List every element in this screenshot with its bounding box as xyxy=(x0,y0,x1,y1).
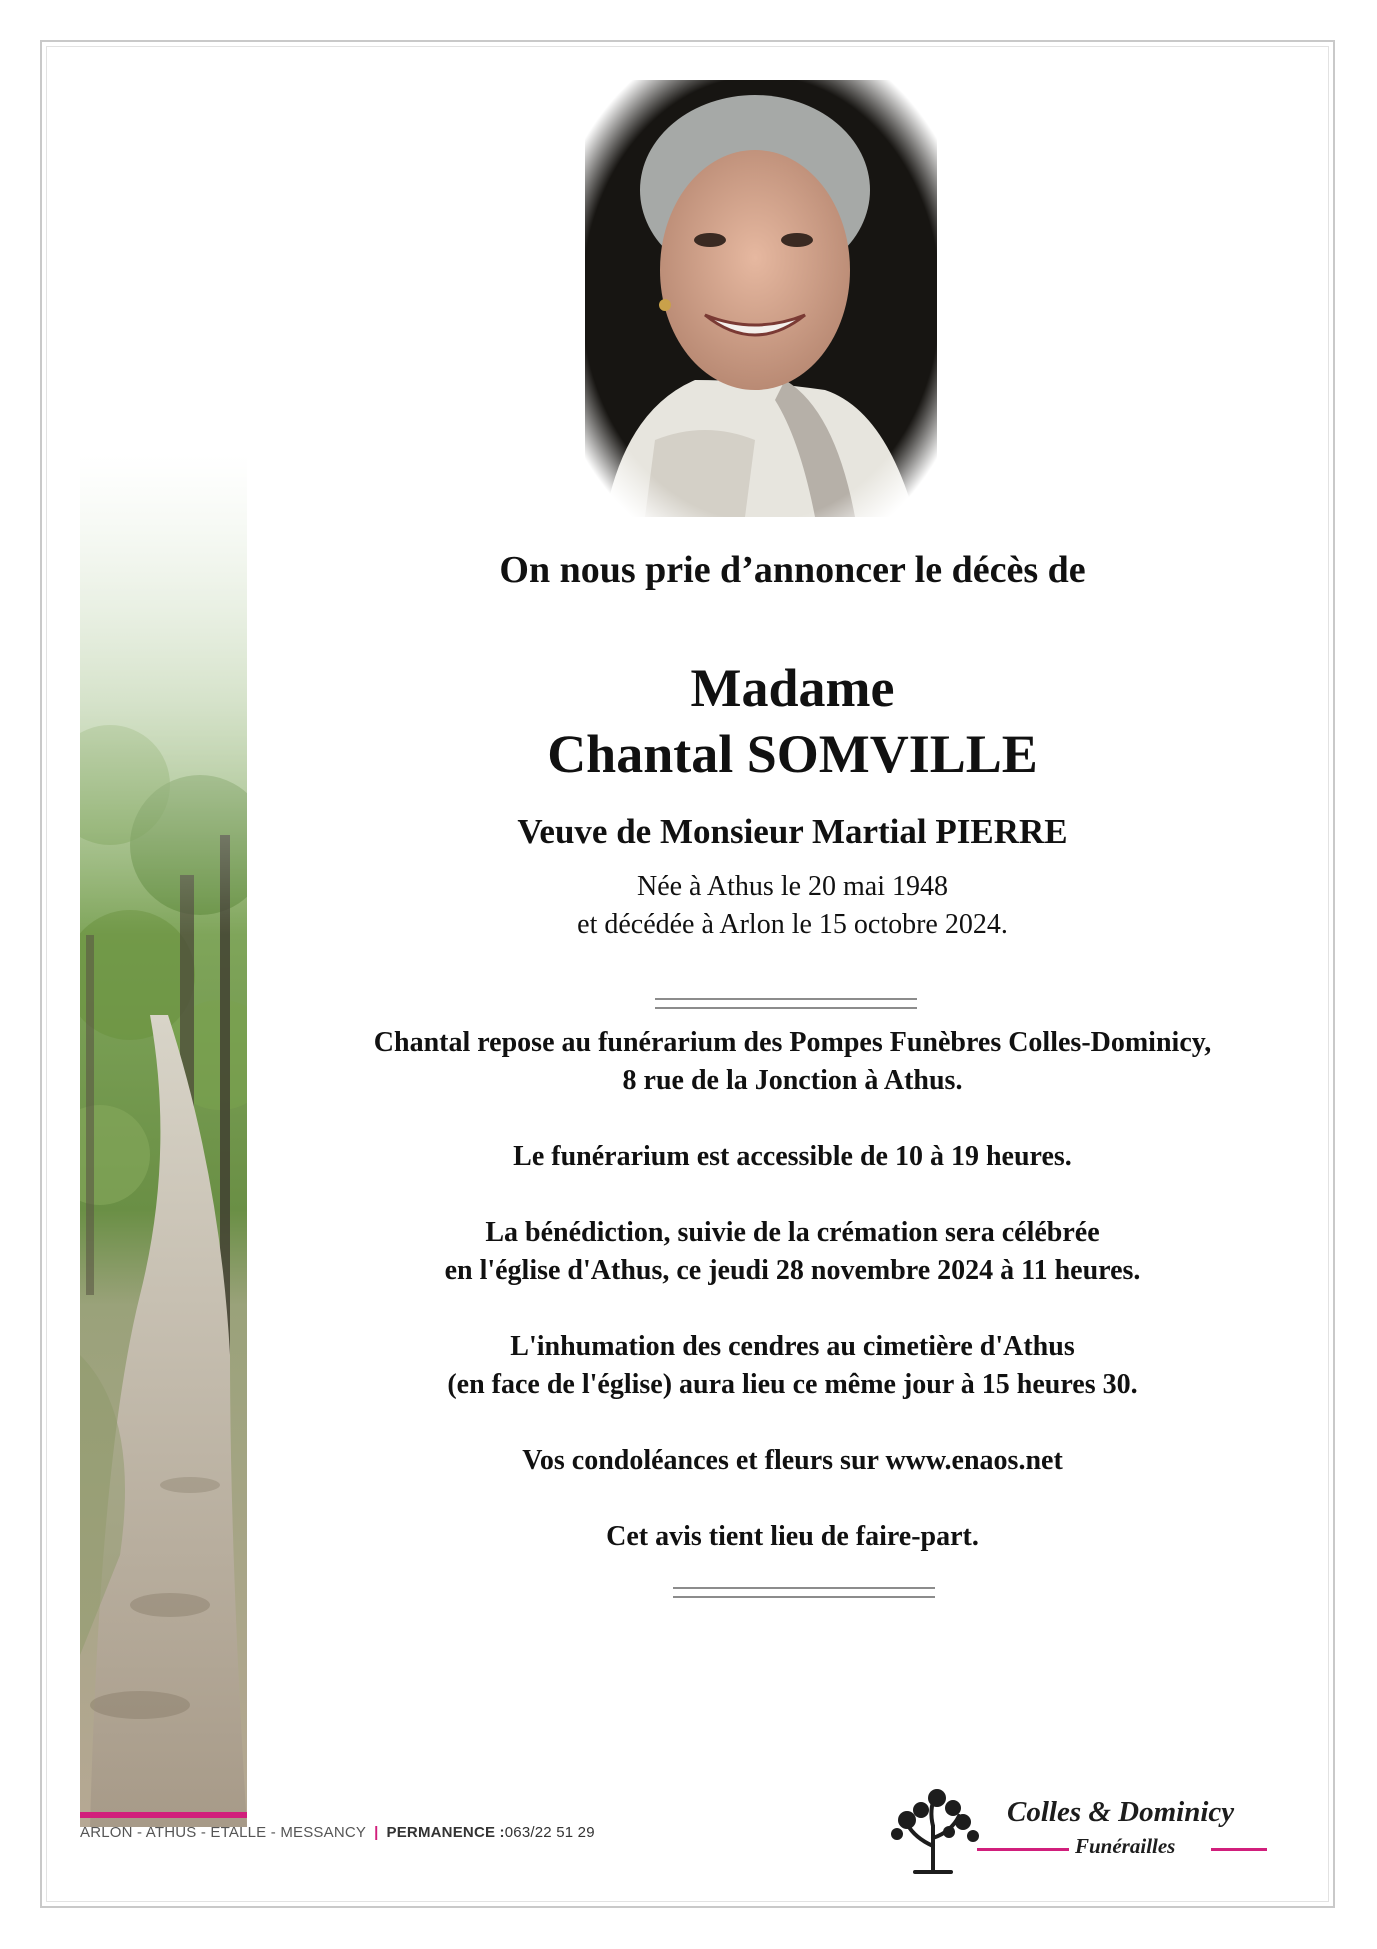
rest-line-1: Chantal repose au funérarium des Pompes Funèbres Colles-Dominicy, xyxy=(373,1027,1212,1058)
deceased-name: Chantal SOMVILLE xyxy=(547,724,1038,784)
life-dates xyxy=(250,868,1335,944)
ceremony-line-1: La bénédiction, suivie de la crémation sera célébrée xyxy=(485,1217,1100,1248)
footer-contact xyxy=(80,1824,595,1841)
intro-text: On nous prie d’annoncer le décès de xyxy=(499,549,1086,591)
logo-line-left xyxy=(977,1848,1069,1851)
widow-of: Veuve de Monsieur Martial PIERRE xyxy=(517,812,1068,851)
permanence-label: PERMANENCE : xyxy=(386,1824,505,1841)
footer-locations: ARLON - ATHUS - ETALLE - MESSANCY xyxy=(80,1824,367,1841)
portrait-photo xyxy=(585,80,937,517)
logo-line-right xyxy=(1211,1848,1267,1851)
logo-name: Colles & Dominicy xyxy=(1007,1796,1235,1828)
company-logo xyxy=(885,1786,1285,1876)
ceremony-paragraph xyxy=(250,1214,1335,1290)
deceased-title xyxy=(250,655,1335,787)
faire-part-paragraph: Cet avis tient lieu de faire-part. xyxy=(606,1521,979,1552)
burial-line-2: (en face de l'église) aura lieu ce même jour à 15 heures 30. xyxy=(447,1369,1138,1400)
accent-bar xyxy=(80,1812,247,1818)
forest-path-image xyxy=(80,455,247,1827)
condolences-paragraph: Vos condoléances et fleurs sur www.enaos.net xyxy=(522,1445,1063,1476)
burial-line-1: L'inhumation des cendres au cimetière d'Athus xyxy=(510,1331,1075,1362)
rest-line-2: 8 rue de la Jonction à Athus. xyxy=(622,1065,963,1096)
death-line: et décédée à Arlon le 15 octobre 2024. xyxy=(577,909,1008,940)
divider-bottom xyxy=(673,1587,935,1598)
permanence-phone: 063/22 51 29 xyxy=(504,1824,595,1841)
tree-icon xyxy=(885,1786,985,1876)
logo-subtitle: Funérailles xyxy=(1075,1834,1176,1858)
access-paragraph: Le funérarium est accessible de 10 à 19 heures. xyxy=(513,1141,1072,1172)
birth-line: Née à Athus le 20 mai 1948 xyxy=(636,871,949,902)
footer-separator: | xyxy=(374,1824,379,1841)
funeral-details xyxy=(250,1024,1335,1594)
honorific: Madame xyxy=(690,658,895,718)
burial-paragraph xyxy=(250,1328,1335,1404)
rest-paragraph xyxy=(250,1024,1335,1100)
divider-top xyxy=(655,998,917,1009)
ceremony-line-2: en l'église d'Athus, ce jeudi 28 novembre 2024 à 11 heures. xyxy=(444,1255,1141,1286)
